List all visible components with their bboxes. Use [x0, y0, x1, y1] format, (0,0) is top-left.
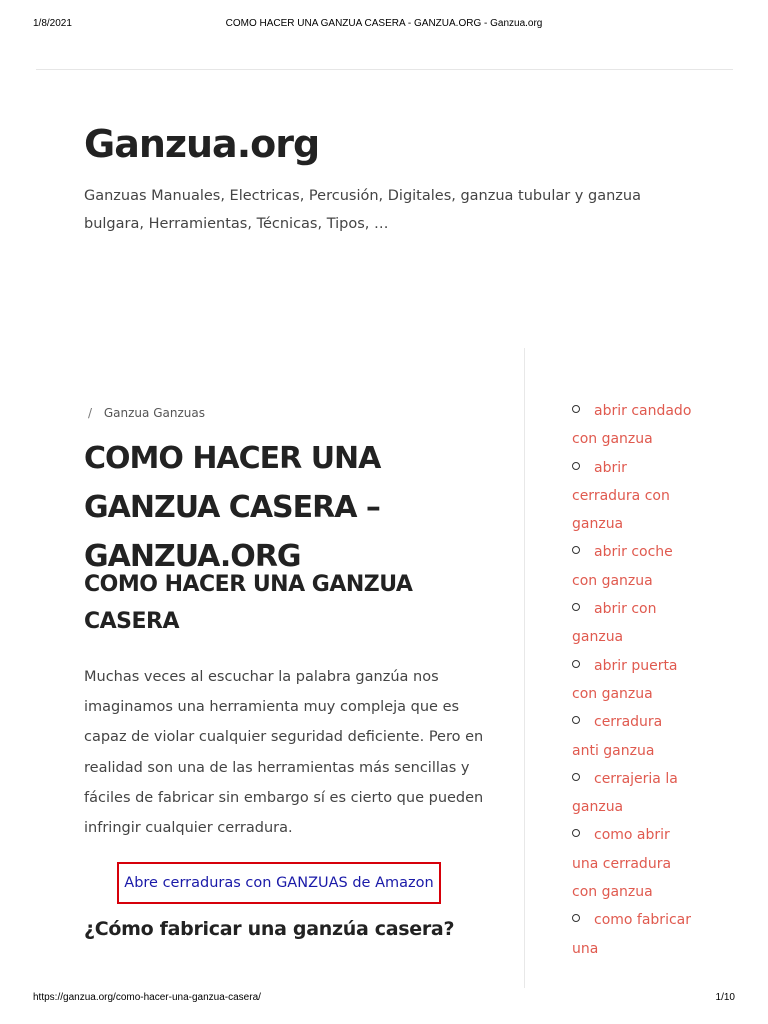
circle-bullet-icon	[572, 716, 580, 724]
amazon-link-box	[117, 862, 441, 904]
print-url: https://ganzua.org/como-hacer-una-ganzua-casera/	[33, 992, 261, 1003]
sidebar-item	[572, 906, 692, 963]
sidebar-item-link[interactable]: abrir con ganzua	[572, 601, 657, 646]
print-page-title: COMO HACER UNA GANZUA CASERA - GANZUA.ORG - Ganzua.org	[225, 18, 543, 29]
sidebar-item-link[interactable]: cerrajeria la ganzua	[572, 770, 678, 816]
sidebar-item-link[interactable]: abrir cerradura con ganzua	[572, 459, 670, 533]
sidebar-item	[572, 708, 692, 765]
print-page-number: 1/10	[715, 992, 735, 1003]
article-paragraph: Muchas veces al escuchar la palabra ganzúa nos imaginamos una herramienta muy compleja que es capaz de violar cualquier seguridad deficiente. Pero en realidad son una de las herramientas más sencillas y fáciles de fabricar sin embargo sí es cierto que pueden infringir cualquier cerradura.	[84, 669, 484, 837]
sidebar-item-link[interactable]: cerradura anti ganzua	[572, 714, 663, 759]
sidebar-item	[572, 652, 692, 709]
breadcrumb-category[interactable]: Ganzua Ganzuas	[103, 406, 205, 420]
sidebar-item	[572, 454, 692, 539]
sidebar-item	[572, 397, 692, 454]
post-title: COMO HACER UNA GANZUA CASERA – GANZUA.ORG	[84, 441, 381, 574]
circle-bullet-icon	[572, 405, 580, 413]
article-heading: COMO HACER UNA GANZUA CASERA	[84, 572, 413, 634]
print-date: 1/8/2021	[33, 18, 72, 29]
circle-bullet-icon	[572, 829, 580, 837]
sidebar-divider	[524, 348, 525, 988]
sidebar-item-link[interactable]: como abrir una cerradura con ganzua	[572, 827, 672, 901]
site-description: Ganzuas Manuales, Electricas, Percusión, Digitales, ganzua tubular y ganzua bulgara, Herramientas, Técnicas, Tipos, …	[84, 188, 641, 232]
article-subheading: ¿Cómo fabricar una ganzúa casera?	[84, 918, 455, 940]
circle-bullet-icon	[572, 660, 580, 668]
circle-bullet-icon	[572, 546, 580, 554]
sidebar-item-link[interactable]: abrir puerta con ganzua	[572, 657, 678, 702]
sidebar-tag-list	[572, 397, 692, 963]
site-title[interactable]: Ganzua.org	[84, 122, 320, 166]
sidebar-item	[572, 538, 692, 595]
sidebar-item	[572, 821, 692, 906]
circle-bullet-icon	[572, 603, 580, 611]
breadcrumb-separator: /	[88, 406, 93, 420]
header-divider	[36, 69, 733, 70]
sidebar-item-link[interactable]: abrir candado con ganzua	[572, 403, 692, 448]
breadcrumb	[88, 406, 205, 420]
circle-bullet-icon	[572, 462, 580, 470]
sidebar-item	[572, 595, 692, 652]
sidebar-item-link[interactable]: como fabricar una	[572, 912, 691, 957]
sidebar-item	[572, 765, 692, 822]
circle-bullet-icon	[572, 773, 580, 781]
sidebar-item-link[interactable]: abrir coche con ganzua	[572, 544, 673, 589]
circle-bullet-icon	[572, 914, 580, 922]
amazon-link[interactable]: Abre cerraduras con GANZUAS de Amazon	[124, 875, 434, 891]
